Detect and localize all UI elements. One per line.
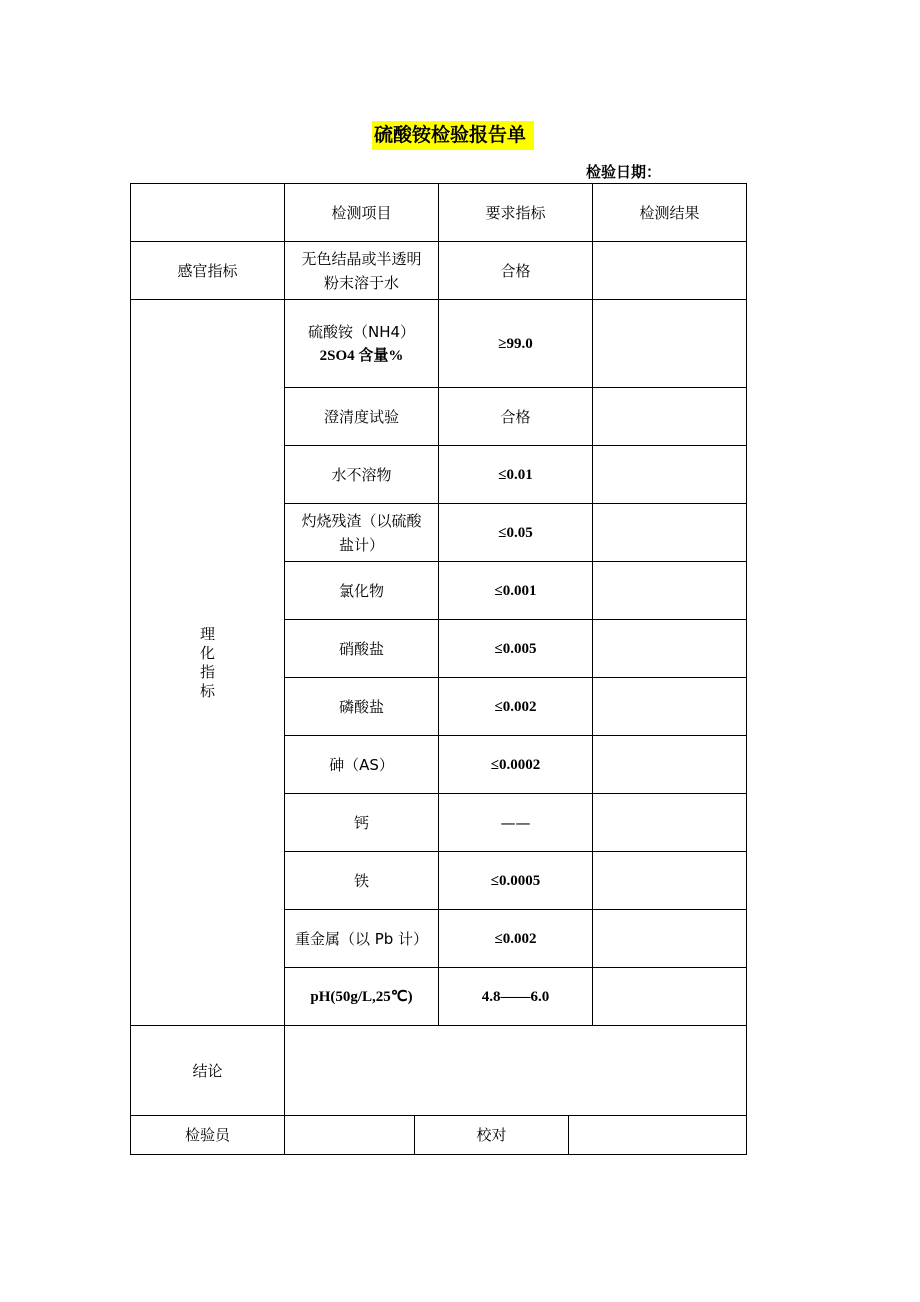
- report-table: [130, 183, 747, 1155]
- report-title: 硫酸铵检验报告单: [372, 121, 534, 150]
- header-requirement: 要求指标: [439, 184, 593, 242]
- physchem-requirement: ——: [439, 794, 593, 852]
- physchem-item-line2: 盐计）: [339, 535, 385, 554]
- physchem-result-cell[interactable]: [593, 388, 747, 446]
- physchem-requirement: ≤0.005: [439, 620, 593, 678]
- inspector-field[interactable]: [285, 1116, 415, 1155]
- physchem-result-cell[interactable]: [593, 852, 747, 910]
- header-result: 检测结果: [593, 184, 747, 242]
- physchem-category: 理化指标: [199, 624, 215, 700]
- physchem-requirement: ≤0.05: [439, 504, 593, 562]
- physchem-item: 砷（AS）: [285, 736, 439, 794]
- sensory-item: [285, 242, 439, 300]
- physchem-requirement: ≥99.0: [439, 300, 593, 388]
- physchem-result-cell[interactable]: [593, 794, 747, 852]
- physchem-requirement: ≤0.01: [439, 446, 593, 504]
- physchem-item: 氯化物: [285, 562, 439, 620]
- proofreader-label: 校对: [415, 1116, 569, 1155]
- sensory-item-line2: 粉末溶于水: [324, 273, 400, 292]
- physchem-requirement: ≤0.0002: [439, 736, 593, 794]
- physchem-requirement: ≤0.001: [439, 562, 593, 620]
- inspection-date-label: 检验日期：: [586, 163, 662, 181]
- sensory-category: 感官指标: [131, 242, 285, 300]
- physchem-result-cell[interactable]: [593, 736, 747, 794]
- table-row: [131, 300, 747, 388]
- header-item: 检测项目: [285, 184, 439, 242]
- conclusion-label: 结论: [131, 1026, 285, 1116]
- physchem-item: [285, 300, 439, 388]
- physchem-item: pH(50g/L,25℃): [285, 968, 439, 1026]
- physchem-result-cell[interactable]: [593, 620, 747, 678]
- physchem-item: 硝酸盐: [285, 620, 439, 678]
- sensory-result-cell[interactable]: [593, 242, 747, 300]
- inspector-label: 检验员: [131, 1116, 285, 1155]
- physchem-item: 铁: [285, 852, 439, 910]
- proofreader-field[interactable]: [569, 1116, 747, 1155]
- sensory-item-line1: 无色结晶或半透明: [301, 249, 422, 268]
- physchem-result-cell[interactable]: [593, 968, 747, 1026]
- physchem-result-cell[interactable]: [593, 678, 747, 736]
- physchem-requirement: ≤0.002: [439, 678, 593, 736]
- physchem-item: 重金属（以 Pb 计）: [285, 910, 439, 968]
- physchem-item-line2: 2SO4 含量%: [319, 347, 404, 364]
- physchem-item: [285, 504, 439, 562]
- physchem-item: 钙: [285, 794, 439, 852]
- physchem-item: 澄清度试验: [285, 388, 439, 446]
- physchem-requirement: ≤0.0005: [439, 852, 593, 910]
- physchem-result-cell[interactable]: [593, 910, 747, 968]
- physchem-result-cell[interactable]: [593, 300, 747, 388]
- physchem-item-line1: 灼烧残渣（以硫酸: [301, 511, 422, 530]
- header-blank-cell: [131, 184, 285, 242]
- physchem-item: 水不溶物: [285, 446, 439, 504]
- physchem-result-cell[interactable]: [593, 562, 747, 620]
- conclusion-row: [131, 1026, 747, 1116]
- physchem-category-cell: [131, 300, 285, 1026]
- physchem-requirement: 合格: [439, 388, 593, 446]
- physchem-result-cell[interactable]: [593, 504, 747, 562]
- table-row: [131, 242, 747, 300]
- physchem-result-cell[interactable]: [593, 446, 747, 504]
- signature-row: [131, 1116, 747, 1155]
- physchem-item: 磷酸盐: [285, 678, 439, 736]
- physchem-requirement: 4.8——6.0: [439, 968, 593, 1026]
- conclusion-field[interactable]: [285, 1026, 747, 1116]
- physchem-requirement: ≤0.002: [439, 910, 593, 968]
- sensory-requirement: 合格: [439, 242, 593, 300]
- physchem-item-line1: 硫酸铵（NH4）: [307, 322, 416, 341]
- table-header-row: [131, 184, 747, 242]
